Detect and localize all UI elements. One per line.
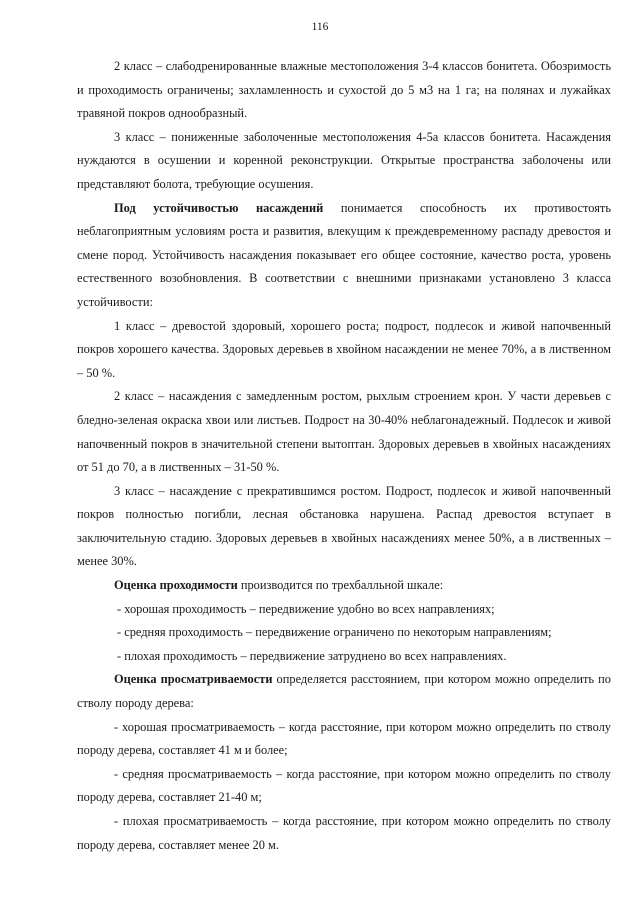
list-item-vis-bad: - плохая просматриваемость – когда расстояние, при котором можно определить по стволу породу дерева, составляет менее 20 м.	[77, 814, 611, 852]
paragraph-visibility	[77, 668, 611, 715]
stability-term: Под устойчивостью насаждений	[114, 200, 324, 215]
stability-text: понимается способность их противостоять неблагоприятным условиям роста и развития, влекущим к преждевременному распаду древостоя и смене пород. Устойчивость насаждения показывает его общее состояние, качество роста, уровень естественного возобновления. В соответствии с внешними признаками установлено 3 класса устойчивости:	[77, 200, 611, 309]
body-text	[77, 55, 611, 857]
passability-text: производится по трехбалльной шкале:	[237, 578, 444, 593]
list-item-vis-medium: - средняя просматриваемость – когда расстояние, при котором можно определить по стволу породу дерева, составляет 21-40 м;	[77, 766, 611, 805]
paragraph-class2-wet: 2 класс – слабодренированные влажные местоположения 3-4 классов бонитета. Обозримость и проходимость ограничены; захламленность и сухостой до 5 м3 на 1 га; на полянах и лужайках травяной покров однообразный.	[77, 59, 611, 121]
passability-term: Оценка проходимости	[114, 578, 238, 593]
paragraph-passability	[77, 574, 611, 598]
paragraph-stability-class1: 1 класс – древостой здоровый, хорошего роста; подрост, подлесок и живой напочвенный покров хорошего качества. Здоровых деревьев в хвойном насаждении не менее 70%, а в лиственном – 50 %.	[77, 318, 611, 380]
page-number: 116	[311, 21, 329, 33]
list-item-pass-medium: - средняя проходимость – передвижение ограничено по некоторым направлениям;	[117, 625, 552, 640]
paragraph-stability-class3: 3 класс – насаждение с прекратившимся ростом. Подрост, подлесок и живой напочвенный покров полностью погибли, лесная обстановка нарушена. Распад древостоя вступает в заключительную стадию. Здоровых деревьев в хвойных насаждениях менее 50%, а в лиственных – менее 30%.	[77, 483, 611, 569]
paragraph-stability-class2: 2 класс – насаждения с замедленным ростом, рыхлым строением крон. У части деревьев с бледно-зеленая окраска хвои или листьев. Подрост на 30-40% неблагонадежный. Подлесок и живой напочвенный покров в значительной степени вытоптан. Здоровых деревьев в хвойных насаждениях от 51 до 70, а в лиственных – 31-50 %.	[77, 389, 611, 475]
paragraph-stability-definition	[77, 197, 611, 315]
paragraph-class3-wet: 3 класс – пониженные заболоченные местоположения 4-5а классов бонитета. Насаждения нуждаются в осушении и коренной реконструкции. Открытые пространства заболочены или представляют болота, требующие осушения.	[77, 129, 611, 191]
list-item-pass-bad: - плохая проходимость – передвижение затруднено во всех направлениях.	[117, 648, 507, 663]
list-item-pass-good: - хорошая проходимость – передвижение удобно во всех направлениях;	[117, 601, 495, 616]
list-item-vis-good: - хорошая просматриваемость – когда расстояние, при котором можно определить по стволу породу дерева, составляет 41 м и более;	[77, 719, 611, 758]
visibility-term: Оценка просматриваемости	[114, 672, 273, 687]
visibility-text: определяется расстоянием, при котором можно определить по стволу породу дерева:	[77, 672, 611, 711]
